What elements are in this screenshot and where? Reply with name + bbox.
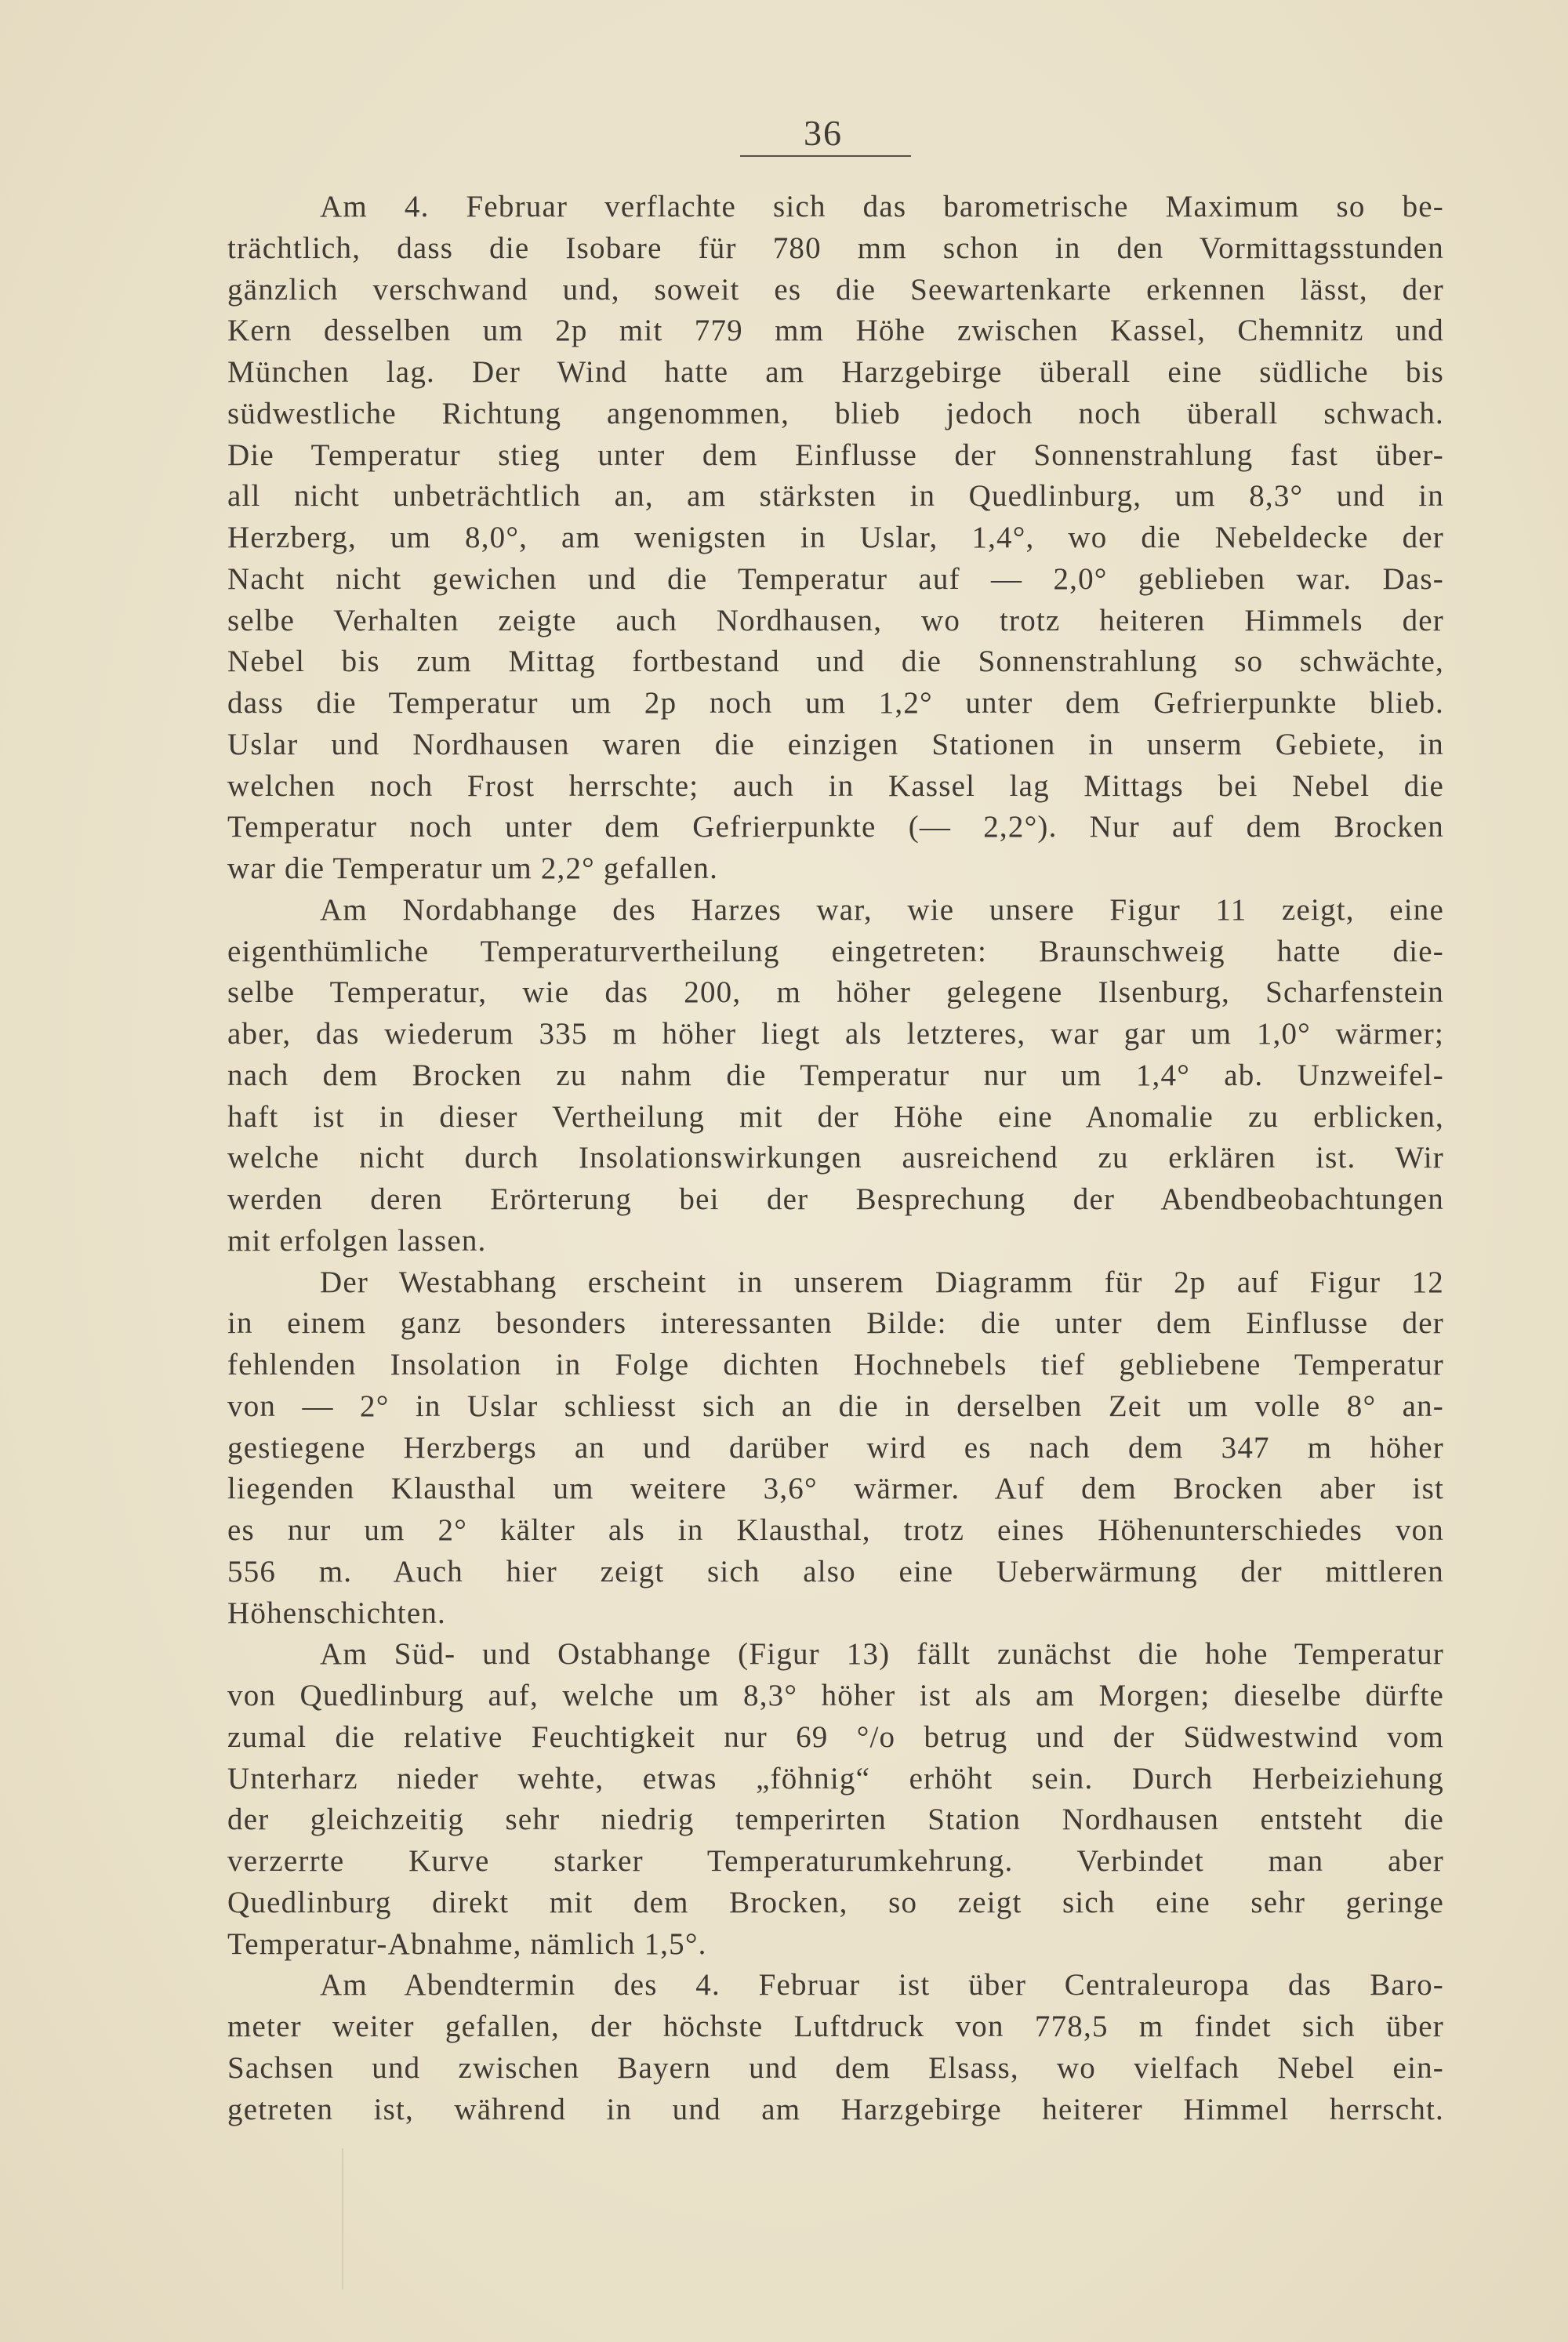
text-line: meter weiter gefallen, der höchste Luftdruck von 778,5 m findet sich über: [227, 2010, 1444, 2043]
text-line: gestiegene Herzbergs an und darüber wird es nach dem 347 m höher: [227, 1430, 1444, 1465]
header-rule: [740, 155, 911, 157]
text-line: Am Nordabhange des Harzes war, wie unsere Figur 11 zeigt, eine: [320, 892, 1444, 927]
text-line: Herzberg, um 8,0°, am wenigsten in Uslar, 1,4°, wo die Nebeldecke der: [227, 521, 1444, 554]
text-line: von Quedlinburg auf, welche um 8,3° höher ist als am Morgen; dieselbe dürfte: [227, 1679, 1444, 1712]
text-line: nach dem Brocken zu nahm die Temperatur nur um 1,4° ab. Unzweifel-: [227, 1058, 1444, 1092]
text-line: welchen noch Frost herrschte; auch in Kassel lag Mittags bei Nebel die: [227, 768, 1444, 803]
text-line: Der Westabhang erscheint in unserem Diagramm für 2p auf Figur 12: [320, 1265, 1444, 1299]
text-line: getreten ist, während in und am Harzgebirge heiterer Himmel herrscht.: [227, 2092, 1444, 2126]
text-line: haft ist in dieser Vertheilung mit der Höhe eine Anomalie zu erblicken,: [227, 1099, 1444, 1134]
text-line: Uslar und Nordhausen waren die einzigen Stationen in unserm Gebiete, in: [227, 727, 1444, 761]
text-line: südwestliche Richtung angenommen, blieb jedoch noch überall schwach.: [227, 396, 1444, 430]
text-line: eigenthümliche Temperaturvertheilung eingetreten: Braunschweig hatte die-: [227, 934, 1444, 968]
text-line: Kern desselben um 2p mit 779 mm Höhe zwischen Kassel, Chemnitz und: [227, 314, 1444, 348]
text-line: Quedlinburg direkt mit dem Brocken, so zeigt sich eine sehr geringe: [227, 1885, 1444, 1919]
text-line: trächtlich, dass die Isobare für 780 mm schon in den Vormittagsstunden: [227, 231, 1444, 265]
text-line: liegenden Klausthal um weitere 3,6° wärmer. Auf dem Brocken aber ist: [227, 1472, 1444, 1506]
text-line: zumal die relative Feuchtigkeit nur 69 °/o betrug und der Südwestwind vom: [227, 1719, 1444, 1754]
text-line: selbe Verhalten zeigte auch Nordhausen, wo trotz heiteren Himmels der: [227, 603, 1444, 637]
body-text: [227, 187, 1444, 2130]
text-line: Temperatur noch unter dem Gefrierpunkte (— 2,2°). Nur auf dem Brocken: [227, 810, 1444, 844]
page-number: 36: [804, 113, 843, 153]
text-line: 556 m. Auch hier zeigt sich also eine Ueberwärmung der mittleren: [227, 1554, 1444, 1589]
text-line: gänzlich verschwand und, soweit es die Seewartenkarte erkennen lässt, der: [227, 272, 1444, 307]
text-line: all nicht unbeträchtlich an, am stärksten in Quedlinburg, um 8,3° und in: [227, 479, 1444, 514]
text-line: der gleichzeitig sehr niedrig temperirten Station Nordhausen entsteht die: [227, 1803, 1444, 1837]
text-line: von — 2° in Uslar schliesst sich an die in derselben Zeit um volle 8° an-: [227, 1389, 1444, 1423]
text-line: Temperatur-Abnahme, nämlich 1,5°.: [227, 1926, 707, 1961]
text-line: werden deren Erörterung bei der Besprechung der Abendbeobachtungen: [227, 1182, 1444, 1216]
text-line: Höhenschichten.: [227, 1596, 447, 1630]
text-line: mit erfolgen lassen.: [227, 1223, 487, 1258]
text-line: verzerrte Kurve starker Temperaturumkehrung. Verbindet man aber: [227, 1844, 1444, 1878]
text-line: fehlenden Insolation in Folge dichten Hochnebels tief gebliebene Temperatur: [227, 1348, 1444, 1382]
text-line: dass die Temperatur um 2p noch um 1,2° unter dem Gefrierpunkte blieb.: [227, 686, 1444, 720]
text-line: Am Abendtermin des 4. Februar ist über Centraleuropa das Baro-: [320, 1968, 1444, 2003]
text-line: Die Temperatur stieg unter dem Einflusse der Sonnenstrahlung fast über-: [227, 438, 1444, 472]
text-line: es nur um 2° kälter als in Klausthal, trotz eines Höhenunterschiedes von: [227, 1513, 1444, 1547]
text-line: welche nicht durch Insolationswirkungen ausreichend zu erklären ist. Wir: [227, 1141, 1444, 1175]
text-line: war die Temperatur um 2,2° gefallen.: [227, 851, 719, 885]
text-line: Am Süd- und Ostabhange (Figur 13) fällt zunächst die hohe Temperatur: [320, 1637, 1444, 1672]
text-line: selbe Temperatur, wie das 200, m höher gelegene Ilsenburg, Scharfenstein: [227, 975, 1444, 1010]
text-line: Nebel bis zum Mittag fortbestand und die Sonnenstrahlung so schwächte,: [227, 645, 1444, 679]
text-line: aber, das wiederum 335 m höher liegt als letzteres, war gar um 1,0° wärmer;: [227, 1017, 1444, 1051]
margin-mark: [342, 2148, 343, 2289]
text-line: in einem ganz besonders interessanten Bilde: die unter dem Einflusse der: [227, 1306, 1444, 1341]
text-line: Nacht nicht gewichen und die Temperatur auf — 2,0° geblieben war. Das-: [227, 561, 1444, 596]
text-line: München lag. Der Wind hatte am Harzgebirge überall eine südliche bis: [227, 355, 1444, 389]
text-line: Am 4. Februar verflachte sich das barometrische Maximum so be-: [320, 190, 1444, 223]
text-line: Sachsen und zwischen Bayern und dem Elsass, wo vielfach Nebel ein-: [227, 2050, 1444, 2085]
text-line: Unterharz nieder wehte, etwas „föhnig“ erhöht sein. Durch Herbeiziehung: [227, 1761, 1444, 1796]
